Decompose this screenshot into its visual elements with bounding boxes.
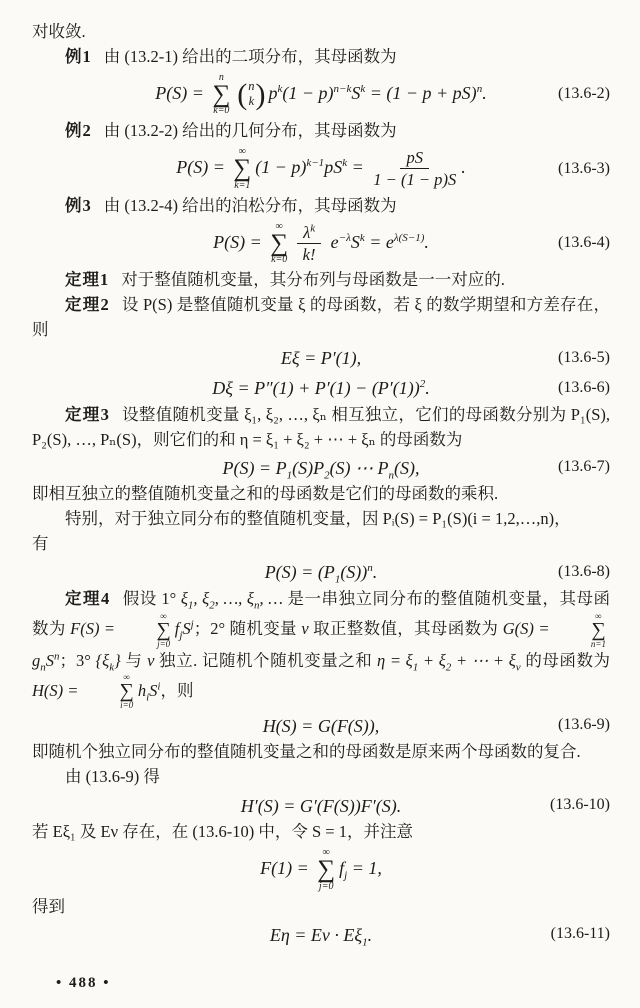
formula-13-6-7: $P(S) = P_1(S)P_2(S)$ ⋯ $P_n(S)$, <box>222 457 420 482</box>
equation-number-13-6-2: (13.6-2) <box>558 85 610 103</box>
theorem-2-paragraph <box>32 293 610 343</box>
composition-note-paragraph: 即随机个独立同分布的整值随机变量之和的母函数是原来两个母函数的复合. <box>32 742 581 762</box>
page-number: • 488 • <box>56 975 111 992</box>
lead-paragraph: 对收敛. <box>32 22 86 41</box>
formula-13-6-9: H(S) = G(F(S)), <box>262 715 380 736</box>
equation-number-13-6-8: (13.6-8) <box>558 562 610 580</box>
example-2-label: 例2 <box>65 121 92 141</box>
formula-13-6-10: H′(S) = G′(F(S))F′(S). <box>240 795 402 816</box>
theorem-4-text: 假设 1° $\xi_1$, $\xi_2$, …, $\xi_n$, … 是一串独立同分布的整值随机变量，其母函数为 F(S) = ∞ ∑ j=0 $f_jS^j$；2° 随机变量 ν 取正整数值，其母函数为 G(S) = ∞ ∑ n=1 $g_nS^n$；3° $\{\xi_k\}$ 与 ν 独立. 记随机个随机变量之和 $\eta = \xi_1 + \xi_2$ + ⋯ + $\xi_\nu$ 的母函数为 H(S) = ∞ ∑ i=0 $h_iS^i$，则 <box>32 588 611 711</box>
example-2-paragraph <box>32 119 610 144</box>
equation-13-6-11 <box>32 922 610 949</box>
equation-13-6-7 <box>32 455 610 482</box>
have-paragraph: 有 <box>32 533 49 553</box>
example-2-text: 由 (13.2-2) 给出的几何分布，其母函数为 <box>103 121 397 141</box>
example-3-label: 例3 <box>65 195 92 215</box>
condition-paragraph: 若 Eξ₁ 及 Eν 存在，在 (13.6-10) 中，令 S = 1，并注意 <box>32 822 413 841</box>
theorem-1-text: 对于整值随机变量，其分布列与母函数是一一对应的. <box>121 270 505 290</box>
theorem-1-label: 定理1 <box>65 270 110 290</box>
from-eq-paragraph: 由 (13.6-9) 得 <box>65 767 160 787</box>
formula-13-6-3: P(S) = ∞ ∑ k=1 $(1 - p)^{k-1}pS^k$ = $\frac{pS}{1 - (1 - p)S}$ . <box>176 146 466 191</box>
product-note-paragraph: 即相互独立的整值随机变量之和的母函数是它们的母函数的乘积. <box>32 484 499 504</box>
example-1-label: 例1 <box>65 46 92 66</box>
theorem-4-paragraph <box>32 587 610 711</box>
formula-13-6-5: Eξ = P′(1), <box>280 348 362 369</box>
equation-number-13-6-11: (13.6-11) <box>550 925 610 943</box>
equation-13-6-4 <box>32 222 610 266</box>
equation-13-6-2 <box>32 73 610 117</box>
example-1-text: 由 (13.2-1) 给出的二项分布，其母函数为 <box>103 46 397 66</box>
formula-13-6-2: P(S) = n ∑ k=0 ( n k ) $p^k(1 - p)^{n-k}S^k = (1 - p + pS)^n$. <box>155 71 487 117</box>
equation-number-13-6-10: (13.6-10) <box>550 795 610 813</box>
get-paragraph: 得到 <box>32 896 65 916</box>
formula-f1: F(1) = ∞ ∑ j=0 $f_j = 1$, <box>260 846 382 892</box>
example-3-text: 由 (13.2-4) 给出的泊松分布，其母函数为 <box>103 195 397 215</box>
equation-number-13-6-4: (13.6-4) <box>558 234 610 252</box>
equation-13-6-10 <box>32 793 610 817</box>
equation-number-13-6-9: (13.6-9) <box>558 716 610 734</box>
formula-13-6-6: $D\xi = P''(1) + P'(1) - (P'(1))^2$. <box>212 378 430 399</box>
theorem-1-paragraph <box>32 268 610 293</box>
theorem-3-label: 定理3 <box>65 404 110 424</box>
formula-13-6-4: P(S) = ∞ ∑ k=0 $\frac{\lambda^k}{k!}$ $e^{-\lambda}S^k = e^{\lambda(S-1)}$. <box>213 220 429 266</box>
theorem-3-paragraph <box>32 403 610 453</box>
theorem-3-text: 设整值随机变量 ξ₁, ξ₂, …, ξₙ 相互独立，它们的母函数分别为 P₁(S), P₂(S), …, Pₙ(S)，则它们的和 η = ξ₁ + ξ₂ + ⋯ + ξₙ 的母函数为 <box>32 404 611 449</box>
formula-13-6-11: $E\eta = E\nu \cdot E\xi_1$. <box>269 924 373 949</box>
equation-13-6-5 <box>32 346 610 370</box>
formula-13-6-8: $P(S) = (P_1(S))^n$. <box>264 562 378 586</box>
theorem-2-text: 设 P(S) 是整值随机变量 ξ 的母函数，若 ξ 的数学期望和方差存在，则 <box>32 295 610 339</box>
equation-number-13-6-3: (13.6-3) <box>558 159 610 177</box>
example-1-paragraph <box>32 45 610 70</box>
equation-13-6-6 <box>32 376 610 400</box>
equation-13-6-3 <box>32 147 610 191</box>
theorem-4-label: 定理4 <box>65 588 111 608</box>
equation-13-6-8 <box>32 560 610 584</box>
equation-number-13-6-5: (13.6-5) <box>558 348 610 366</box>
special-case-paragraph: 特别，对于独立同分布的整值随机变量，因 Pᵢ(S) = P₁(S)(i = 1,2,…,n)， <box>65 509 571 529</box>
equation-number-13-6-6: (13.6-6) <box>558 378 610 396</box>
equation-number-13-6-7: (13.6-7) <box>558 458 610 476</box>
equation-f1 <box>32 848 610 892</box>
equation-13-6-9 <box>32 713 610 737</box>
example-3-paragraph <box>32 194 610 219</box>
theorem-2-label: 定理2 <box>65 295 110 314</box>
